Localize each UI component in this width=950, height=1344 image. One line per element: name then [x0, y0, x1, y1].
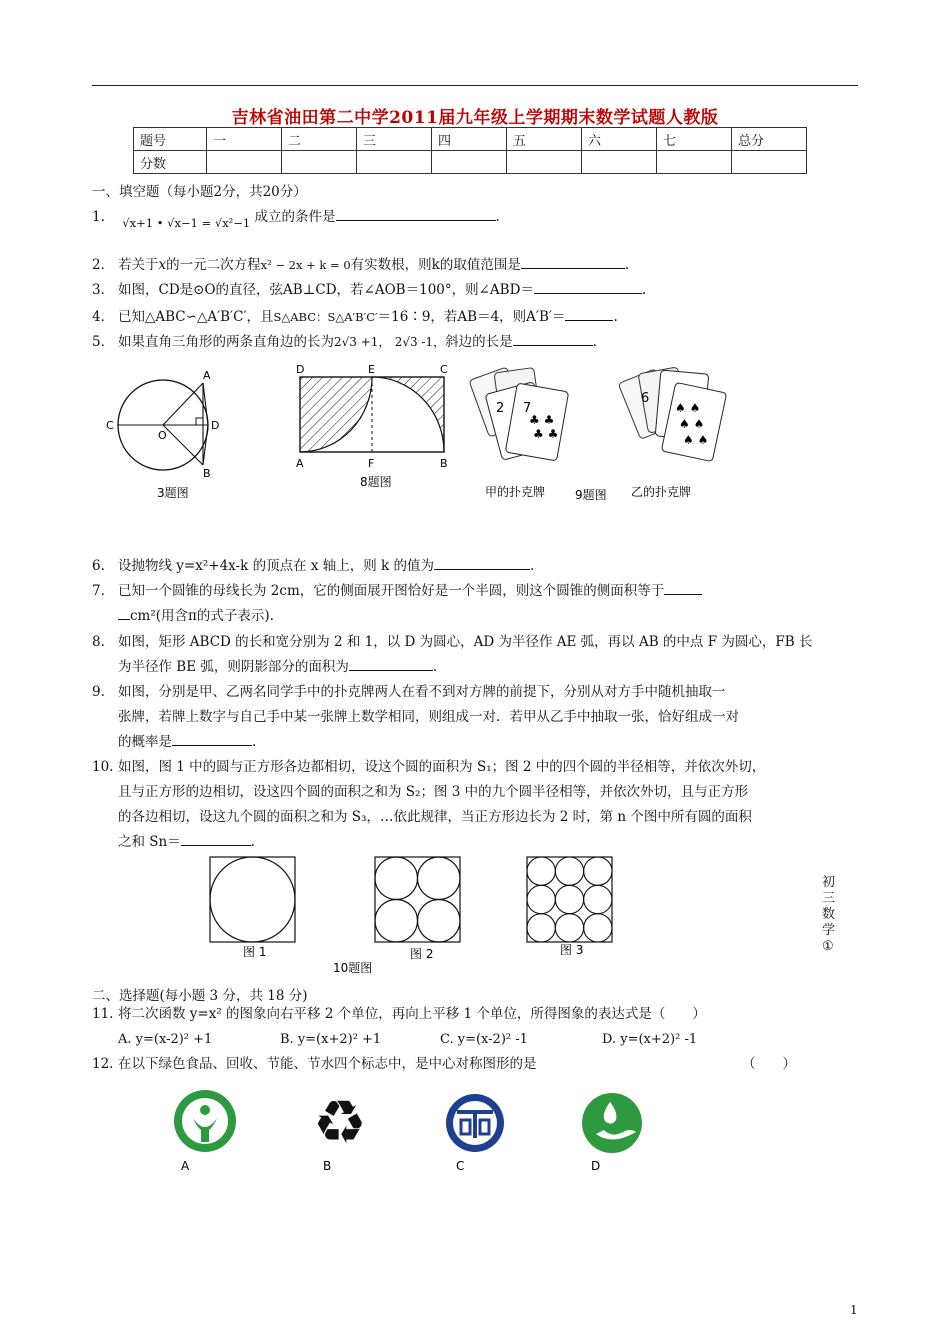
question-text: 有实数根，则k的取值范围是: [350, 257, 521, 273]
question-text: 的概率是: [118, 734, 172, 750]
label-c: C: [440, 363, 448, 376]
figure-10-1: [210, 857, 295, 942]
table-cell[interactable]: [582, 151, 657, 174]
answer-blank[interactable]: [664, 594, 702, 595]
spade-icon: ♠ ♠: [683, 433, 709, 447]
question-6: [92, 554, 534, 579]
label-b: B: [440, 457, 448, 470]
question-number: 8.: [92, 634, 105, 650]
answer-blank[interactable]: [513, 345, 593, 346]
table-cell[interactable]: [657, 151, 732, 174]
answer-blank[interactable]: [181, 845, 251, 846]
side-char: 数: [822, 907, 836, 922]
formula: 2√3 -1，: [394, 335, 446, 349]
figure-3-circle-diagram: [100, 365, 250, 505]
circle: [584, 914, 612, 942]
question-5: [92, 330, 597, 355]
table-cell[interactable]: [732, 151, 807, 174]
circle: [527, 857, 555, 885]
answer-paren[interactable]: （ ）: [742, 1056, 796, 1072]
caption-fig2: 图 2: [410, 947, 434, 961]
caption-right: 乙的扑克牌: [631, 485, 692, 499]
question-text: 成立的条件是: [254, 209, 336, 225]
section-heading-fill-in: 一、填空题（每小题2分，共20分）: [92, 184, 307, 200]
segment-ob: [163, 425, 203, 465]
table-cell: 题号: [134, 128, 207, 151]
page-number: 1: [850, 1303, 858, 1317]
answer-blank[interactable]: [521, 268, 625, 269]
circle: [375, 857, 418, 900]
table-cell: 五: [507, 128, 582, 151]
table-cell: 一: [207, 128, 282, 151]
figure-9-playing-cards: [463, 362, 738, 507]
option-label-c[interactable]: C: [456, 1159, 465, 1173]
label-a: A: [203, 369, 211, 382]
question-12: [92, 1052, 867, 1077]
figure-10-3: [527, 857, 612, 942]
formula: √x+1 • √x−1 = √x²−1: [122, 216, 251, 230]
question-text: cm²(用含π的式子表示).: [130, 608, 274, 624]
question-number: 10.: [92, 759, 114, 775]
answer-blank[interactable]: [565, 320, 613, 321]
table-cell[interactable]: [357, 151, 432, 174]
table-cell: 四: [432, 128, 507, 151]
circle: [527, 914, 555, 942]
figure-caption: 8题图: [360, 475, 392, 489]
side-char: ①: [822, 939, 834, 954]
question-8: [92, 630, 867, 680]
circle: [418, 857, 461, 900]
option-label-b[interactable]: B: [323, 1159, 332, 1173]
table-cell: 六: [582, 128, 657, 151]
table-cell[interactable]: [432, 151, 507, 174]
card-rank: 2: [496, 401, 505, 416]
question-text: 之和 Sn＝: [118, 834, 181, 850]
option-label-a[interactable]: A: [181, 1159, 190, 1173]
figure-10-circles-in-squares: [205, 852, 625, 977]
question-7: [92, 579, 862, 629]
punct: .: [250, 834, 256, 850]
table-cell: 总分: [732, 128, 807, 151]
question-4: [92, 305, 618, 330]
label-e: E: [368, 363, 375, 376]
answer-blank[interactable]: [336, 220, 496, 221]
punct: .: [613, 309, 618, 325]
answer-blank[interactable]: [172, 745, 252, 746]
side-char: 初: [822, 875, 836, 890]
side-label: [822, 875, 838, 955]
card-rank: 6: [641, 391, 650, 406]
punct: .: [530, 558, 535, 574]
figure-caption: 10题图: [333, 961, 373, 975]
question-number: 5．: [92, 334, 115, 350]
formula: x² − 2x + k = 0: [260, 258, 351, 272]
right-hand-cards: [618, 367, 726, 462]
punct: .: [432, 659, 438, 675]
question-number: 6.: [92, 558, 105, 574]
figure-8-rectangle-arcs: [288, 362, 458, 492]
option-label-d[interactable]: D: [591, 1159, 601, 1173]
question-text: 如果直角三角形的两条直角边的长为: [118, 334, 334, 350]
spade-icon: ♠ ♠: [679, 417, 705, 431]
top-rule: [92, 85, 858, 86]
table-cell[interactable]: [207, 151, 282, 174]
question-number: 12.: [92, 1056, 114, 1072]
question-9: [92, 680, 867, 755]
recycle-icon: ♻: [313, 1088, 367, 1158]
question-text: 若关于: [118, 257, 159, 273]
shaded-region-right: [372, 377, 444, 452]
spade-icon: ♠ ♠: [675, 401, 701, 415]
punct: .: [495, 209, 500, 225]
question-number: 11.: [92, 1006, 114, 1022]
page-title: 吉林省油田第二中学2011届九年级上学期期末数学试题人教版: [231, 108, 719, 128]
formula: 2√3 +1，: [334, 335, 391, 349]
shaded-region-left: [300, 377, 372, 452]
option-b[interactable]: B. y=(x+2)² +1: [280, 1032, 382, 1047]
punct: .: [592, 334, 597, 350]
question-2: [92, 253, 629, 278]
question-number: 4．: [92, 309, 115, 325]
option-a[interactable]: A. y=(x-2)² +1: [118, 1032, 213, 1047]
label-f: F: [368, 457, 375, 470]
punct: .: [624, 257, 630, 273]
question-text: 且与正方形的边相切，设这四个圆的面积之和为 S₂；图 3 中的九个圆半径相等，并依次外切，且与正方形: [118, 784, 749, 800]
option-c[interactable]: C. y=(x-2)² -1: [440, 1032, 528, 1047]
question-number: 1.: [92, 209, 105, 225]
question-10: [92, 755, 867, 855]
question-text: 如图，矩形 ABCD 的长和宽分别为 2 和 1，以 D 为圆心，AD 为半径作 AE 弧，再以 AB 的中点 F 为圆心，FB 长: [118, 634, 813, 650]
question-11: [92, 1002, 862, 1052]
caption-fig3: 图 3: [560, 943, 584, 957]
answer-blank[interactable]: [434, 569, 530, 570]
circle: [555, 857, 583, 885]
question-number: 7.: [92, 583, 105, 599]
question-number: 9.: [92, 684, 105, 700]
label-d: D: [296, 363, 305, 376]
circle: [584, 857, 612, 885]
label-a: A: [296, 457, 304, 470]
recycle-logo: [313, 1088, 367, 1173]
card-rank: 7: [523, 401, 532, 416]
question-text: 如图，CD是⊙O的直径，弦AB⊥CD，若∠AOB＝100°，则∠ABD＝: [118, 282, 534, 298]
answer-blank[interactable]: [349, 670, 433, 671]
caption-left: 甲的扑克牌: [485, 485, 546, 499]
label-c: C: [106, 419, 114, 432]
energy-saving-logo: [446, 1094, 504, 1173]
table-cell[interactable]: [507, 151, 582, 174]
club-icon: ♣ ♣: [529, 413, 555, 427]
section-heading-choice: 二、选择题(每小题 3 分，共 18 分): [92, 988, 308, 1004]
question-1: [92, 205, 500, 230]
figure-10-2: [375, 857, 460, 942]
question-text: 斜边的长是: [445, 334, 513, 350]
question-3: [92, 278, 646, 303]
circle: [584, 885, 612, 913]
question-text: 已知一个圆锥的母线长为 2cm，它的侧面展开图恰好是一个半圆，则这个圆锥的侧面积等于: [118, 583, 665, 599]
figure-caption: 3题图: [157, 486, 189, 500]
question-text: 在以下绿色食品、回收、节能、节水四个标志中，是中心对称图形的是: [118, 1056, 537, 1072]
formula: S△ABC：S△A′B′C′: [273, 310, 378, 324]
segment-ad: [203, 383, 208, 425]
water-saving-logo: [582, 1093, 642, 1173]
table-cell: 三: [357, 128, 432, 151]
question-number: 2．: [92, 257, 115, 273]
question-text: 张牌，若牌上数字与自己手中某一张牌上数学相同，则组成一对．若甲从乙手中抽取一张，恰好组成一对: [118, 709, 739, 725]
right-angle-mark: [196, 418, 203, 425]
table-cell[interactable]: [282, 151, 357, 174]
question-number: 3．: [92, 282, 115, 298]
square: [527, 857, 612, 942]
table-cell: 分数: [134, 151, 207, 174]
question-text: 的一元二次方程: [166, 257, 261, 273]
side-char: 学: [822, 923, 836, 938]
question-text: 设抛物线 y=x²+4x-k 的顶点在 x 轴上，则 k 的值为: [118, 558, 435, 574]
circle: [555, 885, 583, 913]
square: [375, 857, 460, 942]
left-hand-cards: [469, 367, 569, 461]
logo-options: [160, 1088, 680, 1183]
question-text: 将二次函数 y=x² 的图象向右平移 2 个单位，再向上平移 1 个单位，所得图象的表达式是（ ）: [118, 1006, 706, 1022]
label-o: O: [158, 429, 167, 442]
circle: [418, 900, 461, 943]
question-text: ＝16∶9，若AB＝4，则A′B′＝: [377, 309, 566, 325]
figure-caption: 9题图: [575, 488, 607, 502]
question-text: 为半径作 BE 弧，则阴影部分的面积为: [118, 659, 349, 675]
question-text: 如图，分别是甲、乙两名同学手中的扑克牌两人在看不到对方牌的前提下，分别从对方手中随机抽取一: [118, 684, 726, 700]
punct: .: [252, 734, 257, 750]
variable: x: [158, 257, 167, 273]
club-icon: ♣ ♣: [533, 427, 559, 441]
answer-blank[interactable]: [118, 619, 130, 620]
question-text: 的各边相切，设这九个圆的面积之和为 S₃，…依此规律，当正方形边长为 2 时，第 n 个图中所有圆的面积: [118, 809, 752, 825]
label-d: D: [211, 419, 220, 432]
question-text: 已知△ABC∽△A′B′C′，且: [118, 309, 274, 325]
side-char: 三: [822, 891, 836, 906]
question-text: 如图，图 1 中的圆与正方形各边都相切，设这个圆的面积为 S₁；图 2 中的四个圆的半径相等，并依次外切，: [118, 759, 766, 775]
circle: [375, 900, 418, 943]
table-cell: 二: [282, 128, 357, 151]
circle: [555, 914, 583, 942]
answer-blank[interactable]: [534, 293, 642, 294]
punct: .: [641, 282, 647, 298]
table-row: [134, 151, 807, 174]
score-table: [133, 127, 807, 174]
label-b: B: [203, 467, 211, 480]
table-cell: 七: [657, 128, 732, 151]
caption-fig1: 图 1: [243, 945, 267, 959]
segment-oa: [163, 383, 203, 425]
option-d[interactable]: D. y=(x+2)² -1: [602, 1032, 698, 1047]
circle: [210, 857, 295, 942]
table-row: [134, 128, 807, 151]
green-food-logo: [174, 1090, 236, 1173]
circle: [527, 885, 555, 913]
